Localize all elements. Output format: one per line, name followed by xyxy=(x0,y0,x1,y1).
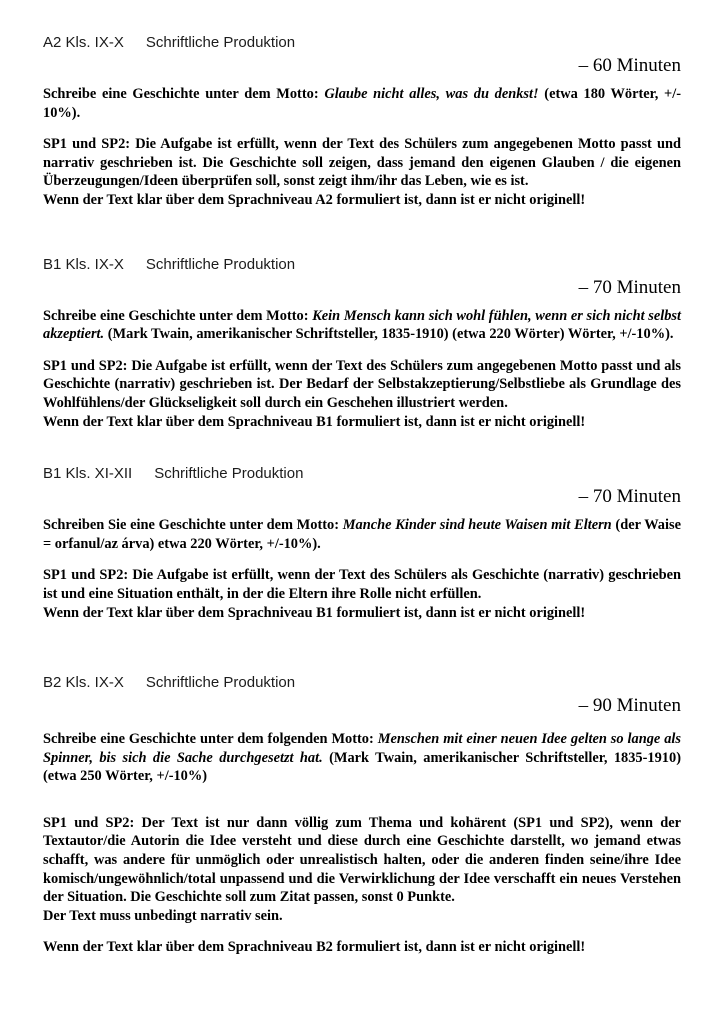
paragraph xyxy=(43,135,681,191)
text-run: SP1 und SP2: Der Text ist nur dann völlig zum Thema und kohärent (SP1 und SP2), wenn der Textautor/die Autorin die Idee versteht und diese durch eine Geschichte darstellt, wo jemand etwas schafft, was andere für unmöglich oder unrealistisch halten, oder die anderen finden seine/ihre Idee komisch/ungewöhnlich/total unpassend und die Verwirklichung der Idee verschafft ein neues Verstehen der Situation. Die Geschichte soll zum Zitat passen, sonst 0 Punkte. xyxy=(43,814,681,906)
section-duration: – 70 Minuten xyxy=(578,486,681,508)
section-title: Schriftliche Produktion xyxy=(145,255,296,273)
paragraph xyxy=(43,730,681,786)
text-run: Wenn der Text klar über dem Sprachniveau B2 formuliert ist, dann ist er nicht originell! xyxy=(43,939,586,956)
text-run: Wenn der Text klar über dem Sprachniveau B1 formuliert ist, dann ist er nicht originell! xyxy=(43,413,586,430)
text-run: Menschen mit einer neuen Idee gelten so lange als Spinner, bis sich die Sache durchgesetzt hat. xyxy=(43,731,682,766)
text-run: SP1 und SP2: Die Aufgabe ist erfüllt, wenn der Text des Schülers zum angegebenen Motto passt und narrativ geschrieben ist. Die Geschichte soll zeigen, dass jemand den eigenen Glauben / die eigenen Überzeugungen/Ideen überprüfen soll, sonst zeigt ihm/ihr das Leben, wie es ist. xyxy=(43,136,681,190)
section-title: Schriftliche Produktion xyxy=(145,674,296,692)
text-run: SP1 und SP2: Die Aufgabe ist erfüllt, wenn der Text des Schülers als Geschichte (narrativ) geschrieben ist und eine Situation enthält, in der die Eltern ihre Rolle nicht erfüllen. xyxy=(43,567,681,602)
exam-section xyxy=(43,465,681,622)
paragraph xyxy=(43,938,681,957)
text-run: Schreiben Sie eine Geschichte unter dem Motto: xyxy=(43,517,343,534)
section-title: Schriftliche Produktion xyxy=(154,465,304,483)
paragraph xyxy=(43,191,681,210)
paragraph xyxy=(43,604,681,623)
text-run: Schreibe eine Geschichte unter dem Motto: xyxy=(43,86,325,102)
text-run: (etwa 180 Wörter, +/- 10%). xyxy=(43,86,681,121)
text-run: (Mark Twain, amerikanischer Schriftsteller, 1835-1910) (etwa 250 Wörter, +/-10%) xyxy=(43,749,681,785)
section-heading xyxy=(43,465,681,482)
section-heading xyxy=(43,674,681,691)
document-body xyxy=(43,34,681,957)
text-run: Wenn der Text klar über dem Sprachniveau B1 formuliert ist, dann ist er nicht originell! xyxy=(43,604,586,621)
text-run: Manche Kinder sind heute Waisen mit Eltern xyxy=(342,517,612,534)
paragraph xyxy=(43,85,681,122)
paragraph xyxy=(43,357,681,413)
section-duration: – 70 Minuten xyxy=(578,276,681,298)
section-duration: – 60 Minuten xyxy=(578,55,681,76)
exam-section xyxy=(43,674,681,957)
section-title: Schriftliche Produktion xyxy=(145,34,296,51)
section-paragraphs xyxy=(43,730,681,957)
section-paragraphs xyxy=(43,516,681,622)
section-heading xyxy=(43,256,681,273)
section-duration: – 90 Minuten xyxy=(578,695,681,717)
paragraph xyxy=(43,814,681,907)
text-run: (der Waise = orfanul/az árva) etwa 220 Wörter, +/-10%). xyxy=(43,517,681,552)
section-level: B1 Kls. IX-X xyxy=(43,255,124,273)
section-paragraphs xyxy=(43,307,681,432)
paragraph xyxy=(43,516,681,553)
paragraph xyxy=(43,566,681,603)
text-run: Glaube nicht alles, was du denkst! xyxy=(324,86,539,102)
paragraph xyxy=(43,907,681,926)
section-heading xyxy=(43,34,681,51)
text-run: Der Text muss unbedingt narrativ sein. xyxy=(43,907,283,924)
section-level: A2 Kls. IX-X xyxy=(43,34,124,51)
text-run: SP1 und SP2: Die Aufgabe ist erfüllt, wenn der Text des Schülers zum angegebenen Motto passt und als Geschichte (narrativ) geschrieben ist. Der Bedarf der Selbstakzeptierung/Selbstliebe als Grundlage des Wohlfühlens/der Glückseligkeit soll durch ein Geschehen illustriert werden. xyxy=(43,357,681,411)
paragraph xyxy=(43,413,681,432)
text-run: Wenn der Text klar über dem Sprachniveau A2 formuliert ist, dann ist er nicht originell! xyxy=(43,191,586,208)
text-run: Kein Mensch kann sich wohl fühlen, wenn er sich nicht selbst akzeptiert. xyxy=(43,307,682,343)
text-run: Schreibe eine Geschichte unter dem Motto: xyxy=(43,307,313,324)
text-run: Schreibe eine Geschichte unter dem folgenden Motto: xyxy=(43,731,378,748)
section-level: B1 Kls. XI-XII xyxy=(43,465,133,483)
section-level: B2 Kls. IX-X xyxy=(43,674,124,692)
text-run: (Mark Twain, amerikanischer Schriftsteller, 1835-1910) (etwa 220 Wörter) Wörter, +/-10%). xyxy=(104,326,674,343)
paragraph xyxy=(43,307,681,344)
exam-section xyxy=(43,34,681,210)
exam-section xyxy=(43,256,681,432)
section-paragraphs xyxy=(43,85,681,210)
